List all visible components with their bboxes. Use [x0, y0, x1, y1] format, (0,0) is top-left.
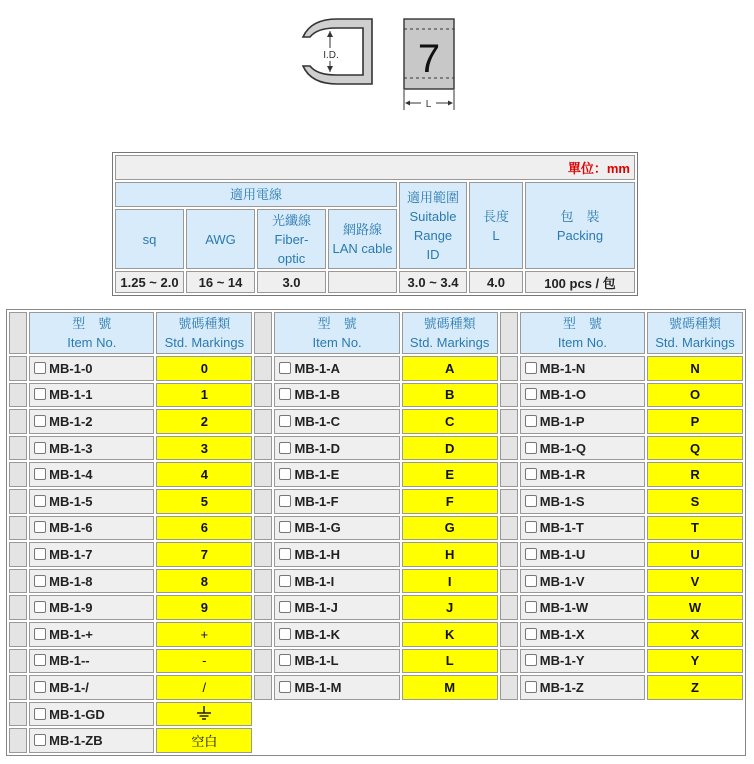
- marking-value: X: [690, 626, 700, 642]
- marking-cell: [402, 436, 498, 461]
- marking-value: T: [691, 520, 699, 536]
- std-markings-header: 號碼種類 Std. Markings: [156, 312, 252, 354]
- row-spacer: [254, 595, 272, 620]
- std-markings-header: 號碼種類 Std. Markings: [647, 312, 743, 354]
- item-number: MB-1-M: [294, 679, 342, 695]
- marking-value: U: [690, 546, 700, 562]
- item-checkbox[interactable]: [34, 734, 46, 746]
- item-number: MB-1-5: [49, 493, 93, 509]
- marking-cell: [156, 649, 252, 674]
- empty-area: [254, 702, 497, 727]
- marking-cell: [402, 462, 498, 487]
- item-number: MB-1-Y: [539, 653, 585, 669]
- row-spacer: [254, 542, 272, 567]
- marking-value: I: [447, 573, 452, 589]
- marking-cell: [647, 516, 743, 541]
- item-number: MB-1-N: [539, 360, 586, 376]
- item-cell[interactable]: [29, 542, 154, 567]
- item-cell[interactable]: [274, 409, 399, 434]
- awg-value: 16 ~ 14: [186, 271, 255, 293]
- marking-value: E: [445, 467, 454, 483]
- item-checkbox[interactable]: [34, 628, 46, 640]
- marking-cell: [156, 542, 252, 567]
- item-number: MB-1-G: [294, 520, 341, 536]
- row-spacer: [254, 436, 272, 461]
- item-checkbox[interactable]: [525, 601, 537, 613]
- marking-value: +: [200, 626, 209, 642]
- row-spacer: [9, 356, 27, 381]
- item-number: MB-1-V: [539, 573, 585, 589]
- row-spacer: [9, 569, 27, 594]
- item-cell[interactable]: [520, 409, 645, 434]
- item-cell[interactable]: [520, 542, 645, 567]
- item-cell[interactable]: [520, 595, 645, 620]
- marking-cell: [402, 675, 498, 700]
- item-checkbox[interactable]: [34, 442, 46, 454]
- item-number: MB-1-ZB: [49, 733, 103, 749]
- item-number: MB-1-I: [294, 573, 335, 589]
- range-value: 3.0 ~ 3.4: [399, 271, 467, 293]
- item-number: MB-1-Q: [539, 440, 587, 456]
- item-number: MB-1-H: [294, 546, 340, 562]
- empty-area: [254, 728, 497, 753]
- marking-cell: [156, 462, 252, 487]
- item-cell[interactable]: [274, 569, 399, 594]
- item-cell[interactable]: [274, 462, 399, 487]
- item-cell[interactable]: [274, 649, 399, 674]
- marking-value: M: [444, 679, 456, 695]
- item-checkbox[interactable]: [279, 548, 291, 560]
- ground-symbol-icon: [196, 705, 212, 723]
- row-spacer: [500, 675, 518, 700]
- row-spacer: [9, 489, 27, 514]
- item-checkbox[interactable]: [525, 388, 537, 400]
- item-checkbox[interactable]: [279, 468, 291, 480]
- row-spacer: [254, 516, 272, 541]
- marking-cell: [402, 383, 498, 408]
- table-row: [9, 569, 743, 594]
- marking-value: K: [444, 626, 455, 642]
- marking-value: 1: [200, 387, 208, 403]
- item-no-header: 型 號 Item No.: [29, 312, 154, 354]
- item-number: MB-1-2: [49, 413, 93, 429]
- row-spacer: [254, 409, 272, 434]
- marking-cell: [156, 569, 252, 594]
- marking-value: L: [445, 653, 454, 669]
- marking-cell: [647, 622, 743, 647]
- empty-area: [500, 728, 743, 753]
- marking-cell: [647, 542, 743, 567]
- item-cell[interactable]: [274, 489, 399, 514]
- marking-cell: [156, 436, 252, 461]
- table-row: [9, 436, 743, 461]
- id-label: I.D.: [323, 50, 339, 61]
- marking-value: 8: [200, 573, 208, 589]
- row-spacer: [254, 649, 272, 674]
- item-number: MB-1-7: [49, 546, 93, 562]
- item-checkbox[interactable]: [34, 362, 46, 374]
- row-spacer: [9, 595, 27, 620]
- item-number: MB-1-+: [49, 626, 93, 642]
- item-checkbox[interactable]: [279, 681, 291, 693]
- item-cell[interactable]: [29, 595, 154, 620]
- table-row: [9, 356, 743, 381]
- item-checkbox[interactable]: [279, 575, 291, 587]
- sq-header: sq: [115, 209, 184, 269]
- item-cell[interactable]: [29, 702, 154, 727]
- item-checkbox[interactable]: [279, 654, 291, 666]
- marking-value: S: [690, 493, 700, 509]
- table-row: [9, 383, 743, 408]
- item-checkbox[interactable]: [34, 654, 46, 666]
- item-number: MB-1-8: [49, 573, 93, 589]
- marker-digit: 7: [417, 37, 441, 81]
- item-checkbox[interactable]: [34, 708, 46, 720]
- item-cell[interactable]: [29, 516, 154, 541]
- item-checkbox[interactable]: [34, 681, 46, 693]
- item-number: MB-1--: [49, 653, 90, 669]
- marking-value: Q: [689, 440, 701, 456]
- item-no-header: 型 號 Item No.: [274, 312, 399, 354]
- item-cell[interactable]: [29, 462, 154, 487]
- item-checkbox[interactable]: [525, 521, 537, 533]
- marking-value: 2: [200, 413, 208, 429]
- std-markings-header: 號碼種類 Std. Markings: [402, 312, 498, 354]
- item-number: MB-1-E: [294, 467, 340, 483]
- item-cell[interactable]: [274, 436, 399, 461]
- header-spacer: [500, 312, 518, 354]
- row-spacer: [500, 409, 518, 434]
- table-row: [9, 489, 743, 514]
- item-number: MB-1-L: [294, 653, 339, 669]
- item-checkbox[interactable]: [525, 681, 537, 693]
- item-cell[interactable]: [520, 356, 645, 381]
- item-number: MB-1-D: [294, 440, 340, 456]
- item-number: MB-1-0: [49, 360, 93, 376]
- item-cell[interactable]: [520, 622, 645, 647]
- item-number: MB-1-X: [539, 626, 585, 642]
- lan-cable-value: [328, 271, 397, 293]
- item-checkbox[interactable]: [525, 442, 537, 454]
- marking-value: H: [444, 546, 455, 562]
- item-number: MB-1-O: [539, 387, 587, 403]
- marking-cell: [647, 356, 743, 381]
- item-cell[interactable]: [29, 409, 154, 434]
- row-spacer: [9, 542, 27, 567]
- row-spacer: [500, 462, 518, 487]
- item-checkbox[interactable]: [34, 468, 46, 480]
- item-checkbox[interactable]: [34, 388, 46, 400]
- item-cell[interactable]: [274, 675, 399, 700]
- item-number: MB-1-B: [294, 387, 340, 403]
- item-number: MB-1-1: [49, 387, 93, 403]
- item-checkbox[interactable]: [525, 654, 537, 666]
- marking-value: /: [202, 679, 207, 695]
- marking-cell: [647, 462, 743, 487]
- marking-value: -: [202, 653, 207, 669]
- item-number: MB-1-GD: [49, 706, 105, 722]
- item-number: MB-1-/: [49, 679, 89, 695]
- marking-cell: [647, 649, 743, 674]
- marking-value: W: [688, 600, 702, 616]
- item-cell[interactable]: [29, 436, 154, 461]
- item-checkbox[interactable]: [525, 362, 537, 374]
- row-spacer: [500, 516, 518, 541]
- marking-cell: [156, 516, 252, 541]
- marking-cell: [402, 489, 498, 514]
- marking-cell: [156, 675, 252, 700]
- item-number: MB-1-S: [539, 493, 585, 509]
- marking-value: F: [445, 493, 454, 509]
- table-row: [9, 595, 743, 620]
- product-diagram: [0, 6, 754, 110]
- awg-header: AWG: [186, 209, 255, 269]
- marking-value: 6: [200, 520, 208, 536]
- item-checkbox[interactable]: [34, 601, 46, 613]
- marking-cell: [402, 595, 498, 620]
- item-checkbox[interactable]: [279, 388, 291, 400]
- item-number: MB-1-Z: [539, 679, 584, 695]
- table-row: [9, 675, 743, 700]
- marking-value: 5: [200, 493, 208, 509]
- row-spacer: [500, 383, 518, 408]
- marking-cell: [647, 675, 743, 700]
- row-spacer: [9, 409, 27, 434]
- item-cell[interactable]: [274, 595, 399, 620]
- item-checkbox[interactable]: [525, 468, 537, 480]
- row-spacer: [9, 675, 27, 700]
- row-spacer: [500, 569, 518, 594]
- row-spacer: [9, 516, 27, 541]
- row-spacer: [500, 595, 518, 620]
- table-row: [9, 516, 743, 541]
- row-spacer: [254, 569, 272, 594]
- table-row: [9, 542, 743, 567]
- item-cell[interactable]: [520, 516, 645, 541]
- empty-area: [500, 702, 743, 727]
- item-cell[interactable]: [520, 436, 645, 461]
- row-spacer: [254, 383, 272, 408]
- item-checkbox[interactable]: [279, 628, 291, 640]
- table-row: [9, 649, 743, 674]
- marking-value: P: [690, 413, 700, 429]
- marking-cell: [647, 569, 743, 594]
- item-checkbox[interactable]: [34, 415, 46, 427]
- item-number: MB-1-C: [294, 413, 340, 429]
- item-cell[interactable]: [274, 542, 399, 567]
- item-number: MB-1-4: [49, 467, 93, 483]
- row-spacer: [500, 542, 518, 567]
- item-checkbox[interactable]: [279, 415, 291, 427]
- item-grid-table: [6, 309, 746, 756]
- marking-value: G: [444, 520, 455, 536]
- packing-value: 100 pcs / 包: [525, 271, 635, 293]
- unit-label: 單位：mm: [115, 155, 635, 180]
- marking-cell: [402, 409, 498, 434]
- item-cell[interactable]: [29, 649, 154, 674]
- marking-cell: [156, 409, 252, 434]
- item-checkbox[interactable]: [525, 628, 537, 640]
- row-spacer: [254, 356, 272, 381]
- row-spacer: [9, 622, 27, 647]
- sq-value: 1.25 ~ 2.0: [115, 271, 184, 293]
- item-checkbox[interactable]: [279, 362, 291, 374]
- item-checkbox[interactable]: [525, 495, 537, 507]
- range-header: 適用範圍 Suitable Range ID: [399, 182, 467, 269]
- item-cell[interactable]: [29, 728, 154, 753]
- item-checkbox[interactable]: [34, 495, 46, 507]
- item-cell[interactable]: [274, 516, 399, 541]
- header-spacer: [254, 312, 272, 354]
- item-checkbox[interactable]: [525, 415, 537, 427]
- row-spacer: [9, 436, 27, 461]
- fiber-optic-header: 光纖線 Fiber- optic: [257, 209, 326, 269]
- item-cell[interactable]: [274, 356, 399, 381]
- marker-front-view: [404, 19, 454, 110]
- item-checkbox[interactable]: [279, 521, 291, 533]
- item-cell[interactable]: [520, 675, 645, 700]
- item-number: MB-1-T: [539, 520, 584, 536]
- marking-cell: [156, 489, 252, 514]
- marking-value: Z: [691, 679, 699, 695]
- item-checkbox[interactable]: [34, 548, 46, 560]
- packing-header: 包 裝 Packing: [525, 182, 635, 269]
- row-spacer: [500, 649, 518, 674]
- fiber-optic-value: 3.0: [257, 271, 326, 293]
- item-cell[interactable]: [274, 622, 399, 647]
- item-cell[interactable]: [520, 383, 645, 408]
- item-cell[interactable]: [274, 383, 399, 408]
- l-label: L: [425, 99, 432, 110]
- item-no-header: 型 號 Item No.: [520, 312, 645, 354]
- length-header: 長度 L: [469, 182, 523, 269]
- marking-value: 7: [200, 546, 208, 562]
- marking-cell: [156, 622, 252, 647]
- item-cell[interactable]: [520, 489, 645, 514]
- item-number: MB-1-R: [539, 467, 586, 483]
- marking-value: 3: [200, 440, 208, 456]
- marking-cell: [647, 409, 743, 434]
- row-spacer: [9, 383, 27, 408]
- row-spacer: [9, 728, 27, 753]
- item-checkbox[interactable]: [34, 521, 46, 533]
- marking-cell: [647, 436, 743, 461]
- row-spacer: [254, 489, 272, 514]
- marking-value: 0: [200, 360, 208, 376]
- item-number: MB-1-W: [539, 600, 589, 616]
- marking-cell: [402, 516, 498, 541]
- item-cell[interactable]: [520, 462, 645, 487]
- marking-value: 9: [200, 600, 208, 616]
- table-row: [9, 409, 743, 434]
- marking-cell: [647, 595, 743, 620]
- item-checkbox[interactable]: [525, 548, 537, 560]
- marking-value: 4: [200, 467, 208, 483]
- item-checkbox[interactable]: [279, 601, 291, 613]
- marking-value: 空白: [191, 734, 218, 750]
- marking-cell: [402, 569, 498, 594]
- marking-value: N: [690, 360, 700, 376]
- marking-value: A: [444, 360, 455, 376]
- marking-cell: [402, 542, 498, 567]
- row-spacer: [254, 622, 272, 647]
- marking-value: B: [444, 387, 455, 403]
- item-number: MB-1-3: [49, 440, 93, 456]
- table-row: [9, 462, 743, 487]
- row-spacer: [9, 462, 27, 487]
- length-value: 4.0: [469, 271, 523, 293]
- item-number: MB-1-U: [539, 546, 586, 562]
- row-spacer: [500, 356, 518, 381]
- marking-value: R: [690, 467, 700, 483]
- item-checkbox[interactable]: [279, 495, 291, 507]
- item-number: MB-1-J: [294, 600, 338, 616]
- spec-table: [112, 152, 638, 296]
- item-cell[interactable]: [29, 489, 154, 514]
- clip-side-view: [303, 19, 372, 84]
- header-spacer: [9, 312, 27, 354]
- marking-cell: [156, 595, 252, 620]
- lan-cable-header: 網路線 LAN cable: [328, 209, 397, 269]
- marking-value: V: [690, 573, 700, 589]
- item-checkbox[interactable]: [525, 575, 537, 587]
- marking-cell: [156, 383, 252, 408]
- row-spacer: [9, 649, 27, 674]
- marking-value: Y: [690, 653, 700, 669]
- row-spacer: [500, 489, 518, 514]
- table-row: [9, 702, 743, 727]
- row-spacer: [500, 622, 518, 647]
- item-cell[interactable]: [29, 675, 154, 700]
- item-cell[interactable]: [520, 569, 645, 594]
- marking-value: O: [689, 387, 701, 403]
- marking-value: J: [446, 600, 454, 616]
- row-spacer: [500, 436, 518, 461]
- item-number: MB-1-F: [294, 493, 339, 509]
- item-cell[interactable]: [29, 622, 154, 647]
- marking-cell: [402, 356, 498, 381]
- row-spacer: [9, 702, 27, 727]
- marking-cell: [647, 383, 743, 408]
- table-row: [9, 622, 743, 647]
- item-number: MB-1-9: [49, 600, 93, 616]
- row-spacer: [254, 462, 272, 487]
- item-number: MB-1-A: [294, 360, 340, 376]
- item-checkbox[interactable]: [279, 442, 291, 454]
- marking-cell: [647, 489, 743, 514]
- marking-cell: [156, 702, 252, 727]
- row-spacer: [254, 675, 272, 700]
- table-row: [9, 728, 743, 753]
- item-cell[interactable]: [29, 383, 154, 408]
- applicable-wire-header: 適用電線: [115, 182, 397, 207]
- item-number: MB-1-K: [294, 626, 340, 642]
- item-number: MB-1-6: [49, 520, 93, 536]
- item-cell[interactable]: [29, 569, 154, 594]
- item-checkbox[interactable]: [34, 575, 46, 587]
- marking-value: C: [444, 413, 455, 429]
- item-cell[interactable]: [520, 649, 645, 674]
- marking-cell: [156, 728, 252, 753]
- marking-value: D: [444, 440, 455, 456]
- marking-cell: [402, 622, 498, 647]
- item-cell[interactable]: [29, 356, 154, 381]
- marking-cell: [156, 356, 252, 381]
- item-number: MB-1-P: [539, 413, 585, 429]
- marking-cell: [402, 649, 498, 674]
